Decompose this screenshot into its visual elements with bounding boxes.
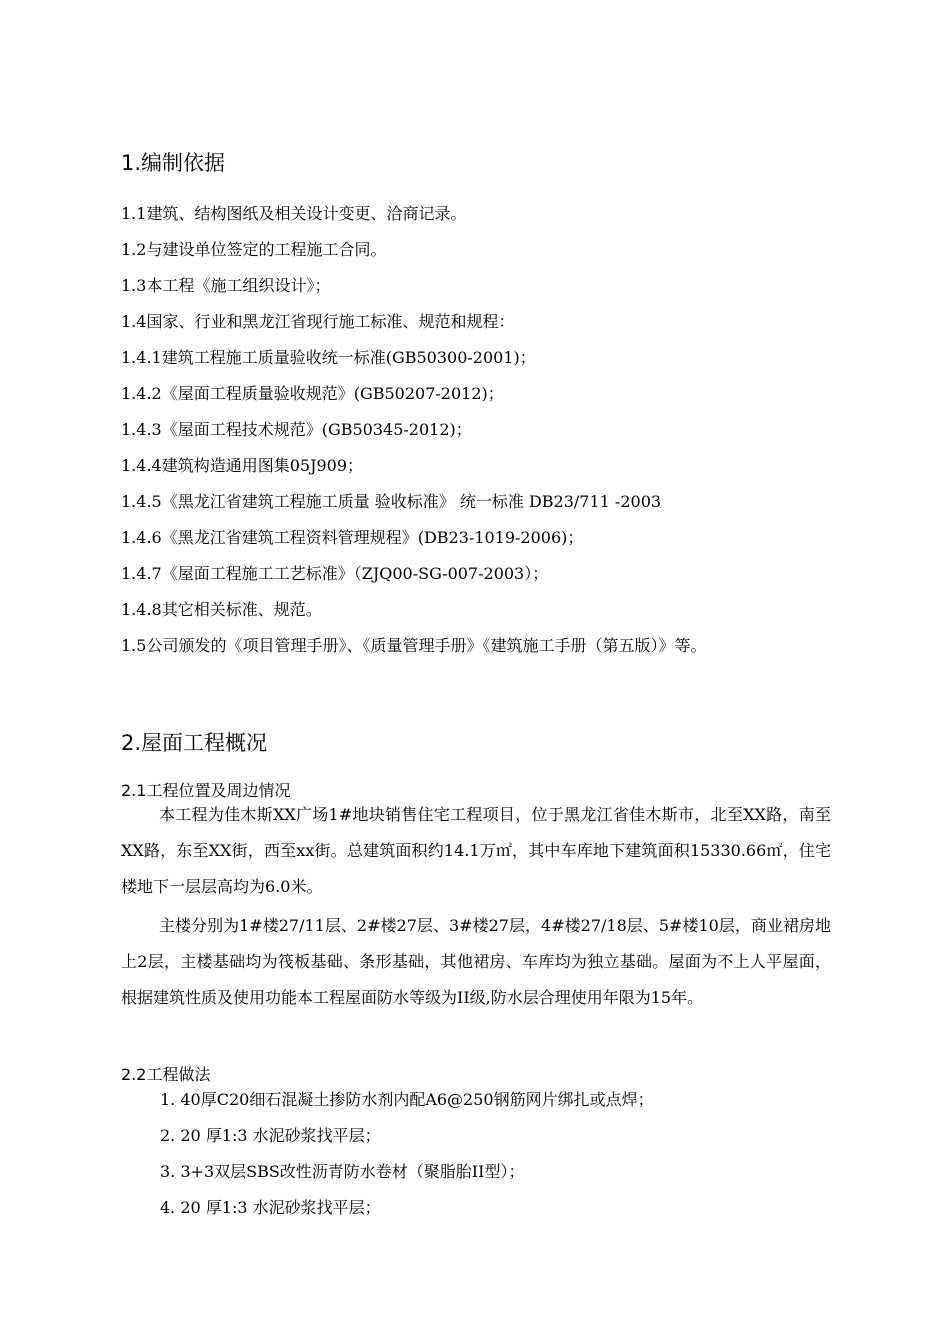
basis-item-1-4: 1.4国家、行业和黑龙江省现行施工标准、规范和规程： — [121, 312, 515, 331]
basis-item-1-4-2: 1.4.2《屋面工程质量验收规范》(GB50207-2012)； — [121, 384, 504, 403]
section-2-heading: 2.屋面工程概况 — [121, 731, 268, 755]
method-item-4: 4. 20 厚1:3 水泥砂浆找平层； — [160, 1198, 381, 1217]
method-item-3: 3. 3+3双层SBS改性沥青防水卷材（聚脂胎II型）； — [160, 1162, 525, 1181]
method-item-2: 2. 20 厚1:3 水泥砂浆找平层； — [160, 1126, 381, 1145]
basis-item-1-4-6: 1.4.6《黑龙江省建筑工程资料管理规程》(DB23-1019-2006)； — [121, 528, 584, 547]
subsection-2-2-heading: 2.2工程做法 — [121, 1065, 211, 1084]
basis-item-1-4-1: 1.4.1建筑工程施工质量验收统一标准(GB50300-2001)； — [121, 348, 536, 367]
section-1-heading: 1.编制依据 — [121, 151, 226, 175]
basis-item-1-4-4: 1.4.4建筑构造通用图集05J909； — [121, 456, 364, 475]
basis-item-1-5: 1.5公司颁发的《项目管理手册》、《质量管理手册》《建筑施工手册（第五版）》等。 — [121, 636, 707, 655]
basis-item-1-2: 1.2与建设单位签定的工程施工合同。 — [121, 240, 387, 259]
basis-item-1-4-5: 1.4.5《黑龙江省建筑工程施工质量 验收标准》 统一标准 DB23/711 -2003 — [121, 492, 662, 511]
method-item-1: 1. 40厚C20细石混凝土掺防水剂内配A6@250钢筋网片绑扎或点焊； — [160, 1090, 654, 1109]
subsection-2-1-heading: 2.1工程位置及周边情况 — [121, 781, 291, 800]
location-paragraph: 本工程为佳木斯XX广场1#地块销售住宅工程项目，位于黑龙江省佳木斯市，北至XX路，南至XX路，东至XX街，西至xx街。总建筑面积约14.1万㎡，其中车库地下建筑面积15330.66㎡，住宅楼地下一层层高均为6.0米。 — [121, 805, 831, 896]
basis-item-1-4-3: 1.4.3《屋面工程技术规范》(GB50345-2012)； — [121, 420, 472, 439]
basis-item-1-3: 1.3本工程《施工组织设计》； — [121, 276, 331, 295]
structure-paragraph: 主楼分别为1#楼27/11层、2#楼27层、3#楼27层，4#楼27/18层、5#楼10层，商业裙房地上2层，主楼基础均为筏板基础、条形基础，其他裙房、车库均为独立基础。屋面为不上人平屋面，根据建筑性质及使用功能本工程屋面防水等级为II级,防水层合理使用年限为15年。 — [121, 916, 831, 1007]
basis-item-1-4-7: 1.4.7《屋面工程施工工艺标准》（ZJQ00-SG-007-2003）； — [121, 564, 549, 583]
basis-item-1-4-8: 1.4.8其它相关标准、规范。 — [121, 600, 322, 619]
basis-item-1-1: 1.1建筑、结构图纸及相关设计变更、洽商记录。 — [121, 204, 467, 223]
